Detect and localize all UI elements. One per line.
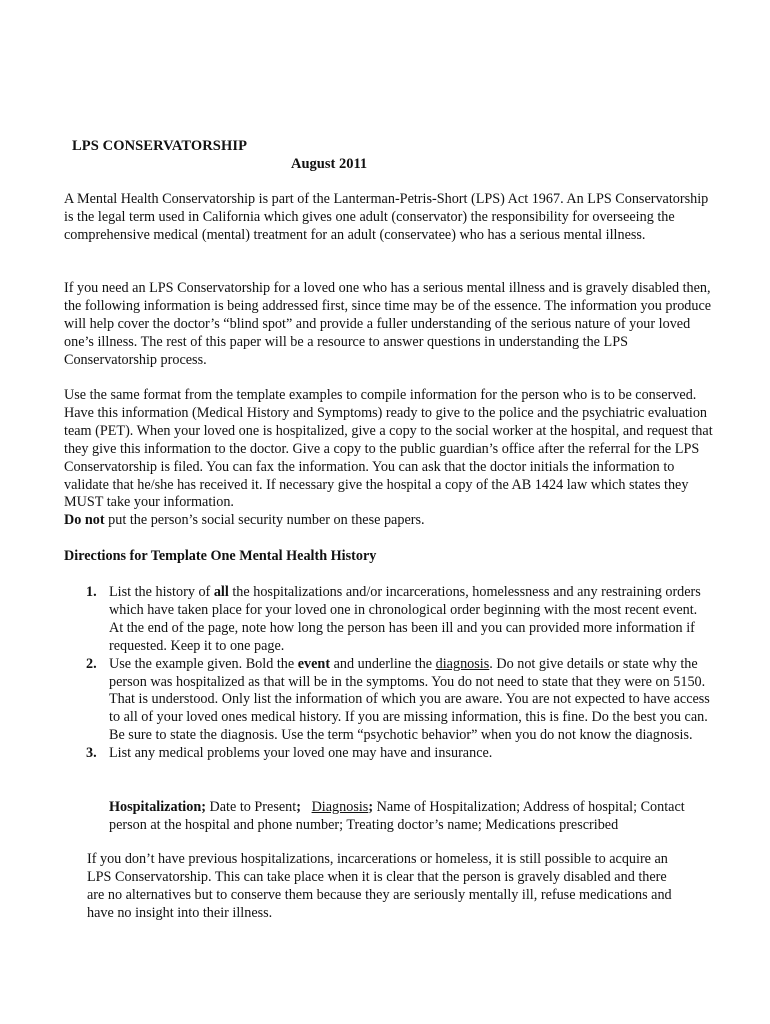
document-date: August 2011 (291, 156, 368, 172)
directions-heading: Directions for Template One Mental Health History (64, 548, 377, 564)
semicolon-2: ; (368, 799, 374, 815)
semicolon-1: ; (296, 799, 301, 815)
template-rest: Name of Hospitalization; Address of hospital; Contact person at the hospital and phone number; Treating doctor’s name; Medications prescribed (109, 799, 685, 833)
item1-post: the hospitalizations and/or incarcerations, homelessness and any restraining orders which have taken place for your loved one in chronological order beginning with the most recent event. At the end of the page, note how long the person has been ill and you can provided more information if requested. Keep it to one page. (109, 584, 701, 654)
list-item-2 (64, 656, 714, 746)
diagnosis-label: Diagnosis (311, 799, 369, 815)
item2-mid: and underline the (330, 655, 436, 672)
closing-paragraph: If you don’t have previous hospitalizations, incarcerations or homeless, it is still possible to acquire an LPS Conservatorship. This can take place when it is clear that the person is gravely disabled and there are no alternatives but to conserve them because they are seriously mentally ill, refuse medications and have no insight into their illness. (87, 851, 672, 921)
item2-underline: diagnosis (435, 655, 490, 672)
do-not-emphasis: Do not (64, 512, 105, 529)
list-number: 2. (86, 655, 97, 672)
item2-pre: Use the example given. Bold the (109, 655, 298, 672)
item1-pre: List the history of (109, 584, 214, 600)
item2-post: . Do not give details or state why the person was hospitalized as that will be in the symptoms. You do not need to state that they were on 5150. That is understood. Only list the information of which you are aware. You are not expected to have access to all of your loved ones medical history. If you are missing information, this is fine. Do the best you can. Be sure to state the diagnosis. Use the term “psychotic behavior” when you do not know the diagnosis. (109, 655, 710, 744)
intro-paragraph: A Mental Health Conservatorship is part of the Lanterman-Petris-Short (LPS) Act 1967. An LPS Conservatorship is the legal term used in California which gives one adult (conservator) the responsibility for overseeing the comprehensive medical (mental) treatment for an adult (conservatee) who has a serious mental illness. (64, 191, 709, 243)
document-title: LPS CONSERVATORSHIP (72, 138, 248, 154)
item2-bold: event (297, 655, 331, 672)
need-paragraph: If you need an LPS Conservatorship for a loved one who has a serious mental illness and is gravely disabled then, the following information is being addressed first, since time may be of the essence. The information you produce will help cover the doctor’s “blind spot” and provide a fuller understanding of the serious nature of your loved one’s illness. The rest of this paper will be a resource to answer questions in understanding the LPS Conservatorship process. (64, 280, 712, 368)
template-line (109, 799, 719, 835)
format-paragraph-main: Use the same format from the template examples to compile information for the person who is to be conserved. Have this information (Medical History and Symptoms) ready to give to the police and the psychiatric evaluation team (PET). When your loved one is hospitalized, give a copy to the social worker at the hospital, and request that they give this information to the doctor. Give a copy to the public guardian’s office after the referral for the LPS Conservatorship is filed. You can fax the information. You can ask that the doctor initials the information to validate that he/she has received it. If necessary give the hospital a copy of the AB 1424 law which states they MUST take your information. (64, 387, 713, 511)
directions-list (64, 584, 714, 763)
list-number: 1. (86, 584, 97, 600)
hospitalization-label: Hospitalization; (109, 799, 206, 815)
date-to-present: Date to Present (205, 799, 297, 815)
format-paragraph (64, 387, 714, 530)
item3-text: List any medical problems your loved one may have and insurance. (109, 745, 493, 762)
list-item-1 (64, 584, 714, 656)
format-paragraph-end: put the person’s social security number on these papers. (104, 512, 425, 529)
list-number: 3. (86, 745, 97, 762)
item1-bold: all (213, 584, 229, 600)
list-item-3 (64, 745, 714, 763)
